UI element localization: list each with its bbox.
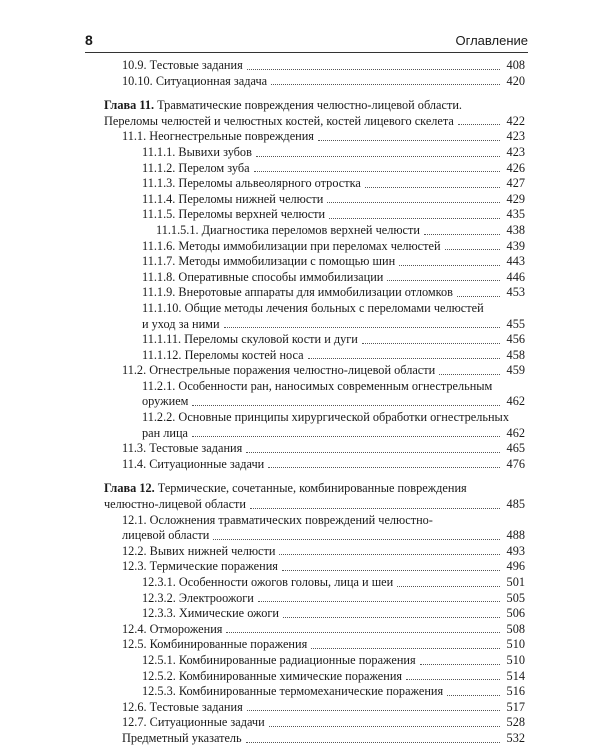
toc-entry[interactable]: 11.4. Ситуационные задачи 476 (122, 456, 525, 471)
toc-entry[interactable]: 12.3.2. Электроожоги 505 (142, 590, 525, 605)
toc-entry[interactable]: 11.1.7. Методы иммобилизации с помощью шин 443 (142, 254, 525, 269)
toc-entry[interactable]: 12.7. Ситуационные задачи 528 (122, 715, 525, 730)
toc-entry[interactable]: 12.5. Комбинированные поражения 510 (122, 637, 525, 652)
running-head: Оглавление (455, 33, 528, 48)
page-ref: 422 (506, 113, 525, 128)
toc-entry[interactable]: 11.1.3. Переломы альвеолярного отростка 427 (142, 176, 525, 191)
chapter-heading[interactable]: Глава 11. Травматические повреждения челюстно-лицевой области. (104, 98, 462, 113)
toc-entry[interactable]: 11.1.6. Методы иммобилизации при переломах челюстей 439 (142, 238, 525, 253)
toc-entry[interactable]: 11.1.4. Переломы нижней челюсти 429 (142, 191, 525, 206)
toc-entry-cont[interactable]: и уход за ними 455 (142, 316, 525, 331)
leader-dots (458, 124, 500, 125)
toc-entry[interactable]: 10.10. Ситуационная задача 420 (122, 73, 525, 88)
toc-entry-cont[interactable]: оружием 462 (142, 394, 525, 409)
toc-entry[interactable]: 11.1.1. Вывихи зубов 423 (142, 144, 525, 159)
toc-entry[interactable]: 12.3.1. Особенности ожогов головы, лица и шеи 501 (142, 575, 525, 589)
toc-entry[interactable]: 11.2.1. Особенности ран, наносимых современным огнестрельным (142, 378, 493, 393)
toc-entry[interactable]: 10.9. Тестовые задания 408 (122, 58, 525, 72)
chapter-heading-cont[interactable]: челюстно-лицевой области 485 (104, 497, 525, 512)
toc-entry[interactable]: 12.6. Тестовые задания 517 (122, 699, 525, 714)
toc-entry[interactable]: 11.1.5.1. Диагностика переломов верхней челюсти 438 (156, 222, 525, 237)
toc-entry[interactable]: 12.5.2. Комбинированные химические поражения 514 (142, 668, 525, 683)
toc-entry[interactable]: 11.1.12. Переломы костей носа 458 (142, 347, 525, 362)
chapter-heading-cont[interactable]: Переломы челюстей и челюстных костей, костей лицевого скелета 422 (104, 113, 525, 128)
toc-entry[interactable]: 11.1. Неогнестрельные повреждения 423 (122, 129, 525, 144)
toc-entry[interactable]: 12.3. Термические поражения 496 (122, 559, 525, 574)
page-ref: 408 (506, 58, 525, 72)
toc-entry-index[interactable]: Предметный указатель 532 (122, 730, 525, 745)
header-rule (85, 52, 528, 53)
page-number: 8 (85, 32, 93, 48)
toc-entry[interactable]: 12.1. Осложнения травматических повреждений челюстно- (122, 512, 433, 527)
leader-dots (271, 84, 500, 85)
leader-dots (247, 69, 500, 70)
toc-entry[interactable]: 11.1.2. Перелом зуба 426 (142, 160, 525, 175)
toc-entry[interactable]: 12.5.3. Комбинированные термомеханические поражения 516 (142, 684, 525, 699)
toc-entry[interactable]: 11.1.11. Переломы скуловой кости и дуги 456 (142, 332, 525, 347)
page-ref: 420 (506, 73, 525, 88)
toc-entry[interactable]: 11.3. Тестовые задания 465 (122, 441, 525, 456)
toc-entry[interactable]: 11.1.10. Общие методы лечения больных с переломами челюстей (142, 300, 484, 315)
toc-entry[interactable]: 12.4. Отморожения 508 (122, 621, 525, 636)
toc-entry[interactable]: 11.1.5. Переломы верхней челюсти 435 (142, 207, 525, 222)
table-of-contents (104, 58, 525, 747)
chapter-heading[interactable]: Глава 12. Термические, сочетанные, комбинированные повреждения (104, 481, 467, 496)
toc-entry[interactable]: 11.2.2. Основные принципы хирургической обработки огнестрельных (142, 410, 509, 425)
toc-entry[interactable]: 11.1.9. Внеротовые аппараты для иммобилизации отломков 453 (142, 285, 525, 300)
toc-entry[interactable]: 12.5.1. Комбинированные радиационные поражения 510 (142, 652, 525, 667)
toc-entry[interactable]: 11.1.8. Оперативные способы иммобилизации 446 (142, 269, 525, 284)
toc-entry[interactable]: 12.2. Вывих нижней челюсти 493 (122, 543, 525, 558)
toc-entry[interactable]: 12.3.3. Химические ожоги 506 (142, 606, 525, 621)
toc-entry-cont[interactable]: лицевой области 488 (122, 528, 525, 543)
toc-entry[interactable]: 11.2. Огнестрельные поражения челюстно-лицевой области 459 (122, 363, 525, 378)
toc-entry-cont[interactable]: ран лица 462 (142, 425, 525, 440)
